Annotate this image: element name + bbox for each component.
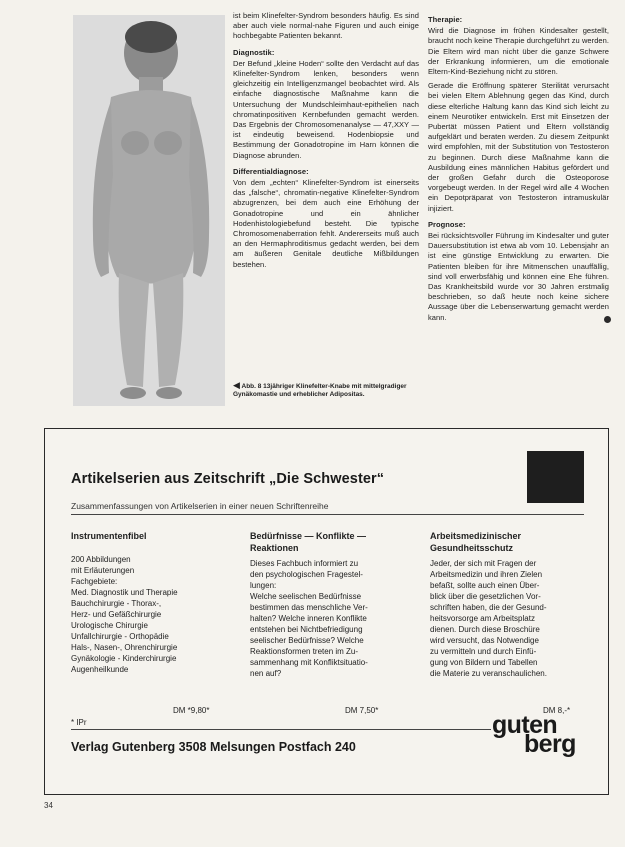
- ad-line: nen auf?: [250, 669, 282, 678]
- ad-line: dienen. Durch diese Broschüre: [430, 625, 540, 634]
- ad-line: gung von Bildern und Tabellen: [430, 658, 538, 667]
- binding-hole: [604, 316, 611, 323]
- ad-line: blick über die gesetzlichen Vor-: [430, 592, 541, 601]
- ad-line: Urologische Chirurgie: [71, 620, 148, 630]
- diagnostik-heading: Diagnostik:: [233, 47, 275, 57]
- logo-line-1: guten: [492, 711, 558, 739]
- differential-heading: Differentialdiagnose:: [233, 166, 309, 176]
- ad-bottom-divider: [71, 729, 491, 730]
- ad-line: befaßt, sollte auch einen Über-: [430, 581, 540, 590]
- ad-line: entstehen bei Nichtbefriedigung: [250, 625, 363, 634]
- ad-line: Hals-, Nasen-, Ohrenchirurgie: [71, 642, 178, 652]
- ad-line: Augenheilkunde: [71, 664, 129, 674]
- ad-footnote: * IPr: [71, 718, 87, 727]
- ad-col1-lines: [71, 554, 231, 675]
- ad-line: Herz- und Gefäßchirurgie: [71, 609, 162, 619]
- ad-column-beduerfnisse: [250, 531, 410, 679]
- ad-line: zu vermitteln und durch Einfü-: [430, 647, 537, 656]
- ad-line: wird versucht, das Notwendige: [430, 636, 539, 645]
- ad-line: Gynäkologie - Kinderchirurgie: [71, 653, 177, 663]
- publisher-address: Verlag Gutenberg 3508 Melsungen Postfach 240: [71, 740, 356, 754]
- ad-line: 200 Abbildungen: [71, 554, 131, 564]
- ad-line: Jeder, der sich mit Fragen der: [430, 559, 537, 568]
- ad-col3-price: DM 8,-*: [543, 706, 571, 715]
- ad-line: mit Erläuterungen: [71, 565, 135, 575]
- ad-line: seelischer Bedürfnisse? Welche: [250, 636, 364, 645]
- page-number: 34: [44, 801, 53, 810]
- patient-photo: [73, 15, 225, 406]
- ad-col1-heading: Instrumentenfibel: [71, 531, 147, 541]
- ad-line: schriften haben, die der Gesund-: [430, 603, 547, 612]
- caption-text: Abb. 8 13jähriger Klinefelter-Knabe mit mittelgradiger Gynäkomastie und erheblicher Adipositas.: [233, 383, 407, 399]
- therapie-heading: Therapie:: [428, 15, 463, 24]
- intro-paragraph: ist beim Klinefelter-Syndrom besonders häufig. Es sind aber auch viele normal-nahe Figuren und auch einige hochbegabte Patienten bekannt.: [233, 11, 419, 41]
- ad-line: halten? Welche inneren Konflikte: [250, 614, 367, 623]
- ad-line: Unfallchirurgie - Orthopädie: [71, 631, 169, 641]
- gutenberg-logo: [492, 711, 592, 758]
- prognose-heading: Prognose:: [428, 219, 466, 229]
- ad-line: Arbeitsmedizin und ihren Zielen: [430, 570, 543, 579]
- ad-column-arbeitsmedizin: [430, 531, 590, 679]
- ad-col2-heading: Bedürfnisse — Konflikte — Reaktionen: [250, 531, 367, 553]
- ad-line: Reaktionsformen treten im Zu-: [250, 647, 359, 656]
- ad-line: bestimmen das menschliche Ver-: [250, 603, 368, 612]
- ad-column-instrumentenfibel: [71, 531, 231, 675]
- ad-line: sammenhang mit Konfliktsituatio-: [250, 658, 368, 667]
- ad-line: den psychologischen Fragestel-: [250, 570, 363, 579]
- prognose-paragraph: Bei rücksichtsvoller Führung im Kindesalter und guter Dauersubstitution ist etwa ab vom 10. Lebensjahr an ist eine günstige Entwicklung zu erwarten. Die Patienten bleiben für ihre Mitmenschen unauffällig, sind voll erwerbsfähig und können eine Ehe führen. Das Krankheitsbild wurde vor 30 Jahren erstmalig beschrieben, so daß heute noch keine sichere Aussage über die Lebenserwartung gemacht werden kann.: [428, 231, 609, 322]
- ad-divider: [71, 514, 584, 515]
- ad-line: lungen:: [250, 581, 277, 590]
- ad-line: Fachgebiete:: [71, 576, 118, 586]
- diagnostik-paragraph: Der Befund „kleine Hoden“ sollte den Verdacht auf das Klinefelter-Syndrom lenken, besonders wenn gleichzeitig ein Intelligenzmangel beobachtet wird. Als einfache diagnostische Maßnahme kann die Untersuchung der Mundschleimhaut-epithelien nach chromatinpositiven Kernbefunden gemacht werden. Das Ergebnis der Chromosomenanalyse — 47,XXY — ist eindeutig beweisend. Hodenbiopsie und Bestimmung der Gonadotropine im Harn können die Diagnose abrunden.: [233, 58, 419, 160]
- ad-subtitle: Zusammenfassungen von Artikelserien in einer neuen Schriftenreihe: [71, 501, 329, 511]
- ad-line: Dieses Fachbuch informiert zu: [250, 559, 359, 568]
- ad-black-square: [527, 451, 584, 503]
- differential-paragraph: Von dem „echten“ Klinefelter-Syndrom ist einerseits das „falsche“, chromatin-negative Klinefelter-Syndrom abzugrenzen, bei dem auch eine Erhöhung der Gonadotropine und ein ähnlicher Hodenhistologiebefund besteht. Die typische Chromosomenaberration fehlt. Andererseits muß auch an den Hermaphroditismus gedacht werden, bei dem am äußeren Genitale deutliche Mißbildungen bestehen.: [233, 178, 419, 269]
- ad-col3-lines: [430, 558, 590, 679]
- ad-col3-heading: Arbeitsmedizinischer Gesundheitsschutz: [430, 531, 522, 553]
- therapie-paragraph-1: Wird die Diagnose im frühen Kindesalter gestellt, braucht noch keine Therapie durchgeführt zu werden. Die Eltern wird man nicht über die ganze Schwere der Erkrankung informieren, um die emotionale Eltern-Kind-Beziehung nicht zu stören.: [428, 26, 609, 77]
- article-column-middle: [233, 11, 419, 274]
- ad-line: Welche seelischen Bedürfnisse: [250, 592, 362, 601]
- ad-col2-price: DM 7,50*: [345, 706, 379, 715]
- ad-col1-price: DM *9,80*: [173, 706, 210, 715]
- ad-line: Med. Diagnostik und Therapie: [71, 587, 178, 597]
- ad-line: Bauchchirurgie - Thorax-,: [71, 598, 162, 608]
- logo-line-2: berg: [524, 730, 576, 758]
- advertisement-box: [44, 428, 609, 795]
- ad-title: Artikelserien aus Zeitschrift „Die Schwester“: [71, 471, 385, 487]
- figure-caption: [233, 381, 419, 399]
- article-column-right: [428, 15, 609, 327]
- therapie-paragraph-2: Gerade die Eröffnung späterer Sterilität verursacht bei vielen Eltern Ablehnung gegen das Kind, durch diese elterliche Haltung kann das Kind sich leicht zu einem Neurotiker entwickeln. Erst mit Einsetzen der Pubertät müssen Patient und Eltern vollständig aufgeklärt und beraten werden. Zu diesem Zeitpunkt wird empfohlen, mit der Substitution von Testosteron zu beginnen. Durch diese Maßnahme kann die Ausbildung eines männlichen Habitus gefördert und der großen Gefahr durch die Osteoporose vorgebeugt werden. In der Regel wird alle 4 Wochen ein Depotpräparat von Testosteron intramuskulär injiziert.: [428, 81, 609, 213]
- ad-line: die Materie zu veranschaulichen.: [430, 669, 547, 678]
- ad-line: heitsvorsorge am Arbeitsplatz: [430, 614, 535, 623]
- caption-arrow-icon: ◀: [233, 380, 240, 390]
- ad-col2-lines: [250, 558, 410, 679]
